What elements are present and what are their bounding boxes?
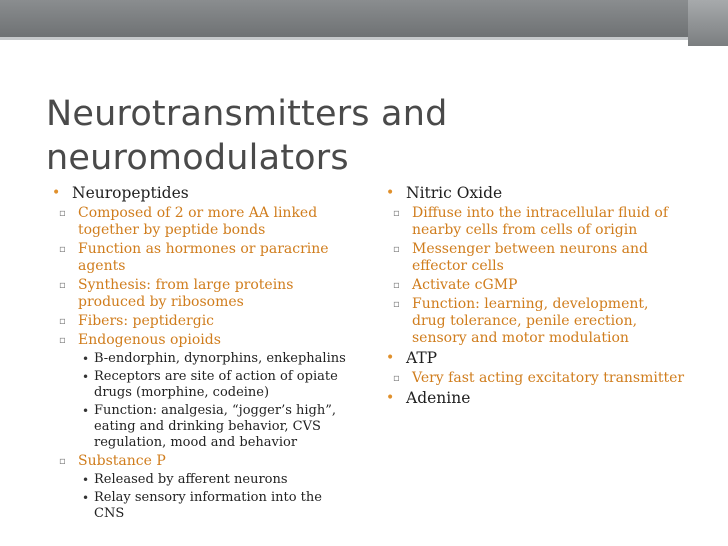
sub-sub-bullet: • Released by afferent neurons xyxy=(82,472,288,487)
bullet-adenine: • Adenine xyxy=(386,389,471,407)
square-bullet-icon: ▫ xyxy=(59,208,66,219)
dot-bullet-icon: • xyxy=(82,473,90,487)
sub-sub-bullet: • B-endorphin, dynorphins, enkephalins xyxy=(82,351,346,366)
sub-bullet: ▫ Diffuse into the intracellular fluid of nearby cells from cells of origin xyxy=(393,205,669,238)
sub-sub-bullet: • Function: analgesia, “jogger’s high”, eating and drinking behavior, CVS regulation, mood and behavior xyxy=(82,403,337,450)
square-bullet-icon: ▫ xyxy=(393,208,400,219)
right-column xyxy=(386,182,686,408)
sub-bullet: ▫ Very fast acting excitatory transmitter xyxy=(393,370,685,386)
dot-bullet-icon: • xyxy=(82,404,90,418)
sub-bullet: ▫ Fibers: peptidergic xyxy=(59,313,215,329)
sub-bullet: ▫ Endogenous opioids xyxy=(59,332,221,348)
sub-sub-bullet: • Relay sensory information into the CNS xyxy=(82,490,322,521)
sub-bullet: ▫ Function: learning, development, drug tolerance, penile erection, sensory and motor modulation xyxy=(393,296,649,346)
bullet-icon: • xyxy=(52,185,61,201)
left-column xyxy=(52,182,352,522)
top-bar-accent xyxy=(0,37,728,40)
slide-title: Neurotransmitters and neuromodulators xyxy=(46,94,448,178)
bullet-atp: • ATP xyxy=(386,349,438,367)
top-bar xyxy=(0,0,728,38)
square-bullet-icon: ▫ xyxy=(393,280,400,291)
bullet-neuropeptides: • Neuropeptides xyxy=(52,184,189,202)
square-bullet-icon: ▫ xyxy=(59,335,66,346)
sub-bullet: ▫ Substance P xyxy=(59,453,166,469)
sub-bullet: ▫ Synthesis: from large proteins produced by ribosomes xyxy=(59,277,294,310)
bullet-icon: • xyxy=(386,185,395,201)
dot-bullet-icon: • xyxy=(82,491,90,505)
square-bullet-icon: ▫ xyxy=(59,456,66,467)
sub-sub-bullet: • Receptors are site of action of opiate drugs (morphine, codeine) xyxy=(82,369,338,400)
sub-bullet: ▫ Composed of 2 or more AA linked together by peptide bonds xyxy=(59,205,318,238)
bullet-icon: • xyxy=(386,350,395,366)
square-bullet-icon: ▫ xyxy=(59,244,66,255)
dot-bullet-icon: • xyxy=(82,352,90,366)
square-bullet-icon: ▫ xyxy=(59,316,66,327)
dot-bullet-icon: • xyxy=(82,370,90,384)
square-bullet-icon: ▫ xyxy=(393,244,400,255)
sub-bullet: ▫ Function as hormones or paracrine agents xyxy=(59,241,329,274)
square-bullet-icon: ▫ xyxy=(393,373,400,384)
square-bullet-icon: ▫ xyxy=(59,280,66,291)
bullet-nitric-oxide: • Nitric Oxide xyxy=(386,184,503,202)
sub-bullet: ▫ Activate cGMP xyxy=(393,277,518,293)
bullet-icon: • xyxy=(386,390,395,406)
square-bullet-icon: ▫ xyxy=(393,299,400,310)
corner-tab xyxy=(688,0,728,46)
sub-bullet: ▫ Messenger between neurons and effector cells xyxy=(393,241,648,274)
